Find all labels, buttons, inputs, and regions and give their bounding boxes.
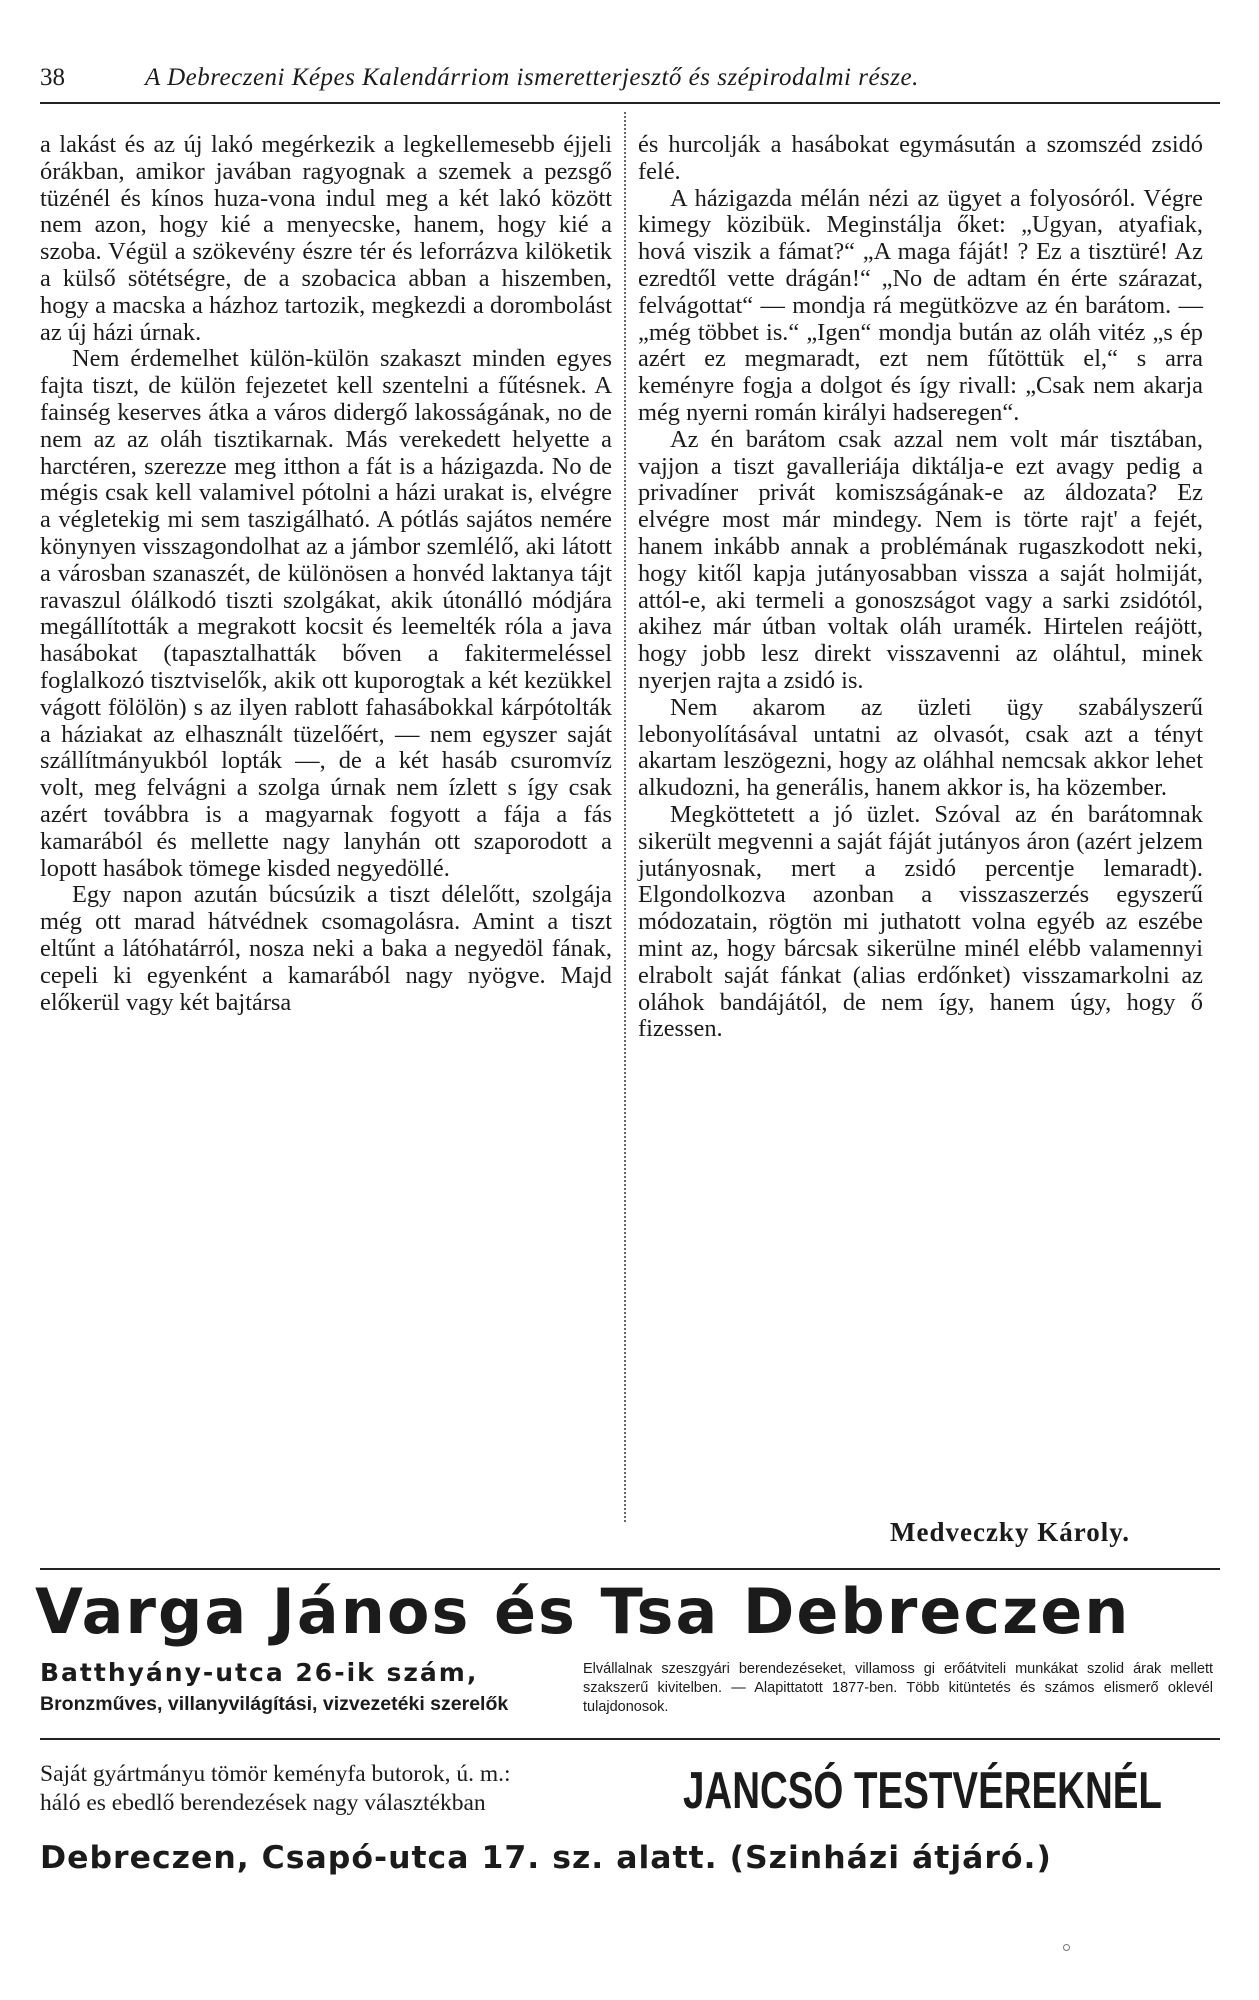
article-right-column (638, 132, 1203, 1043)
ad-divider (40, 1568, 1220, 1570)
page-number: 38 (40, 64, 65, 91)
column-divider (624, 112, 626, 1522)
paragraph: a lakást és az új lakó megérkezik a legkellemesebb éjjeli órákban, amikor javában ragyognak a szemek a pezsgő tüzénél és kínos huza-vona indul meg a két lakó között nem azon, hogy kié a menyecske, hanem, hogy kié a szoba. Végül a szökevény észre tér és leforrázva kilöketik a külső sötétségre, de a szobacica abban a hiszemben, hogy a macska a házhoz tartozik, megkezdi a dorombolást az új házi úrnak. (40, 131, 612, 346)
header-rule (40, 102, 1220, 104)
ad-jancso-name: JANCSÓ TESTVÉREKNÉL (683, 1762, 1162, 1820)
ad-varga-description: Elvállalnak szeszgyári berendezéseket, villamoss gi erőátviteli munkákat szolid árak mellett szakszerű kivitelben. — Alapittatott 1877-ben. Több kitüntetés és számos elismerő oklevél tulajdonosok. (583, 1661, 1213, 1715)
ad-jancso-description-line: Saját gyártmányu tömör keményfa butorok, ú. m.: (40, 1761, 511, 1787)
author-signature: Medveczky Károly. (890, 1517, 1130, 1547)
ad-jancso-description-line: háló es ebedlő berendezések nagy választékban (40, 1790, 486, 1816)
paragraph: A házigazda mélán nézi az ügyet a folyosóról. Végre kimegy közibük. Meginstálja őket: „Ugyan, atyafiak, hová viszik a fámat?“ „A maga fáját! ? Ez a tisztüré! Az ezredtől vette drágán!“ „No de adtam én érte szárazat, felvágottat“ — mondja rá megütközve az én barátom. — „még többet is.“ „Igen“ mondja bután az oláh vitéz „s ép azért ez megmaradt, ezt nem fűtöttük el,“ s arra keményre fogja a dolgot és így rivall: „Csak nem akarja még nyerni román királyi hadseregen“. (638, 184, 1203, 426)
paragraph: Nem érdemelhet külön-külön szakaszt minden egyes fajta tiszt, de külön fejezetet kell szentelni a fűtésnek. A fainség keserves átka a város didergő lakosságának, no de nem az az oláh tisztikarnak. Más verekedett helyette a harctéren, szerezze meg itthon a fát is a házigazda. No de mégis csak kell valamivel pótolni a házi urakat is, elvégre a végletekig mi sem taszigálható. A pótlás sajátos nemére könynyen visszagondolhat az a jámbor szemlélő, aki látott a városban szanaszét, de különösen a honvéd laktanya tájt ravaszul ólálkodó tiszti szolgákat, akik útonálló módjára megállították a megrakott kocsit és leemelték róla a java hasábokat (tapasztalhatták bőven a fakitermeléssel foglalkozó tisztviselők, akik ott kuporogtak a két kezükkel vágott fölölön) s az ilyen rablott fahasábokkal kárpótolták a háziakat az elhasznált tüzelőért, — nem egyszer saját szállítmányukból lopták —, de a két hasáb csuromvíz volt, meg felvágni a szolga úrnak nem ízlett s így csak azért továbbra is a magyarnak fogyott a fája a fás kamarából és mellette nagy lanyhán ott szaporodott a lopott hasábok tömege kisded negyedöllé. (40, 345, 612, 882)
paragraph: Az én barátom csak azzal nem volt már tisztában, vajjon a tiszt gavalleriája diktálja-e ezt avagy pedig a privadíner privát komiszságának-e az áldozata? Ez elvégre most már mindegy. Nem is törte rajt' a fejét, hanem inkább annak a problémának rugaszkodott neki, hogy kitől kapja jutányosabban vissza a saját holmiját, attól-e, aki termeli a gonoszságot vagy a sarki zsidótól, akihez már útban voltak oláh uramék. Hirtelen reájött, hogy jobb lesz direkt visszavenni az oláhtul, minek nyerjen rajta a zsidó is. (638, 425, 1203, 694)
ad-varga-title: Varga János és Tsa Debreczen (35, 1575, 1131, 1648)
ad-jancso-address: Debreczen, Csapó-utca 17. sz. alatt. (Szinházi átjáró.) (40, 1840, 1052, 1876)
ad-divider (40, 1738, 1220, 1740)
paragraph: Egy napon azután búcsúzik a tiszt délelőtt, szolgája még ott marad hátvédnek csomagolásra. Amint a tiszt eltűnt a látóhatárról, nosza neki a baka a negyedöl fának, cepeli ki egyenként a kamarából nagy nyögve. Majd előkerül vagy két bajtársa (40, 881, 612, 1016)
ad-varga-address: Batthyány-utca 26-ik szám, (40, 1658, 479, 1687)
running-title: A Debreczeni Képes Kalendárriom ismeretterjesztő és szépirodalmi része. (145, 64, 919, 91)
paragraph: Nem akarom az üzleti ügy szabályszerű lebonyolításával untatni az olvasót, csak azt a tényt akartam leszögezni, hogy az oláhhal nemcsak akkor lehet alkudozni, ha generális, hanem akkor is, ha közember. (638, 693, 1203, 802)
running-header (40, 58, 1220, 98)
article-left-column (40, 132, 612, 1016)
print-speck (1063, 1944, 1070, 1951)
ad-jancso-description (40, 1760, 690, 1818)
paragraph: Megköttetett a jó üzlet. Szóval az én barátomnak sikerült megvenni a saját fáját jutányos áron (azért jelzem jutányosnak, mert a zsidó percentje lemaradt). Elgondolkozva azonban a visszaszerzés egyszerű módozatain, rögtön mi juthatott volna egyéb az eszébe mint az, hogy bárcsak sikerülne minél elébb valamennyi elrabolt saját fánkat (alias erdőnket) visszamarkolni az oláhok bandájától, de nem így, hanem úgy, hogy ő fizessen. (638, 800, 1203, 1043)
ad-varga-trade: Bronzműves, villanyvilágítási, vizvezetéki szerelők (40, 1693, 509, 1715)
paragraph: és hurcolják a hasábokat egymásután a szomszéd zsidó felé. (638, 131, 1203, 185)
